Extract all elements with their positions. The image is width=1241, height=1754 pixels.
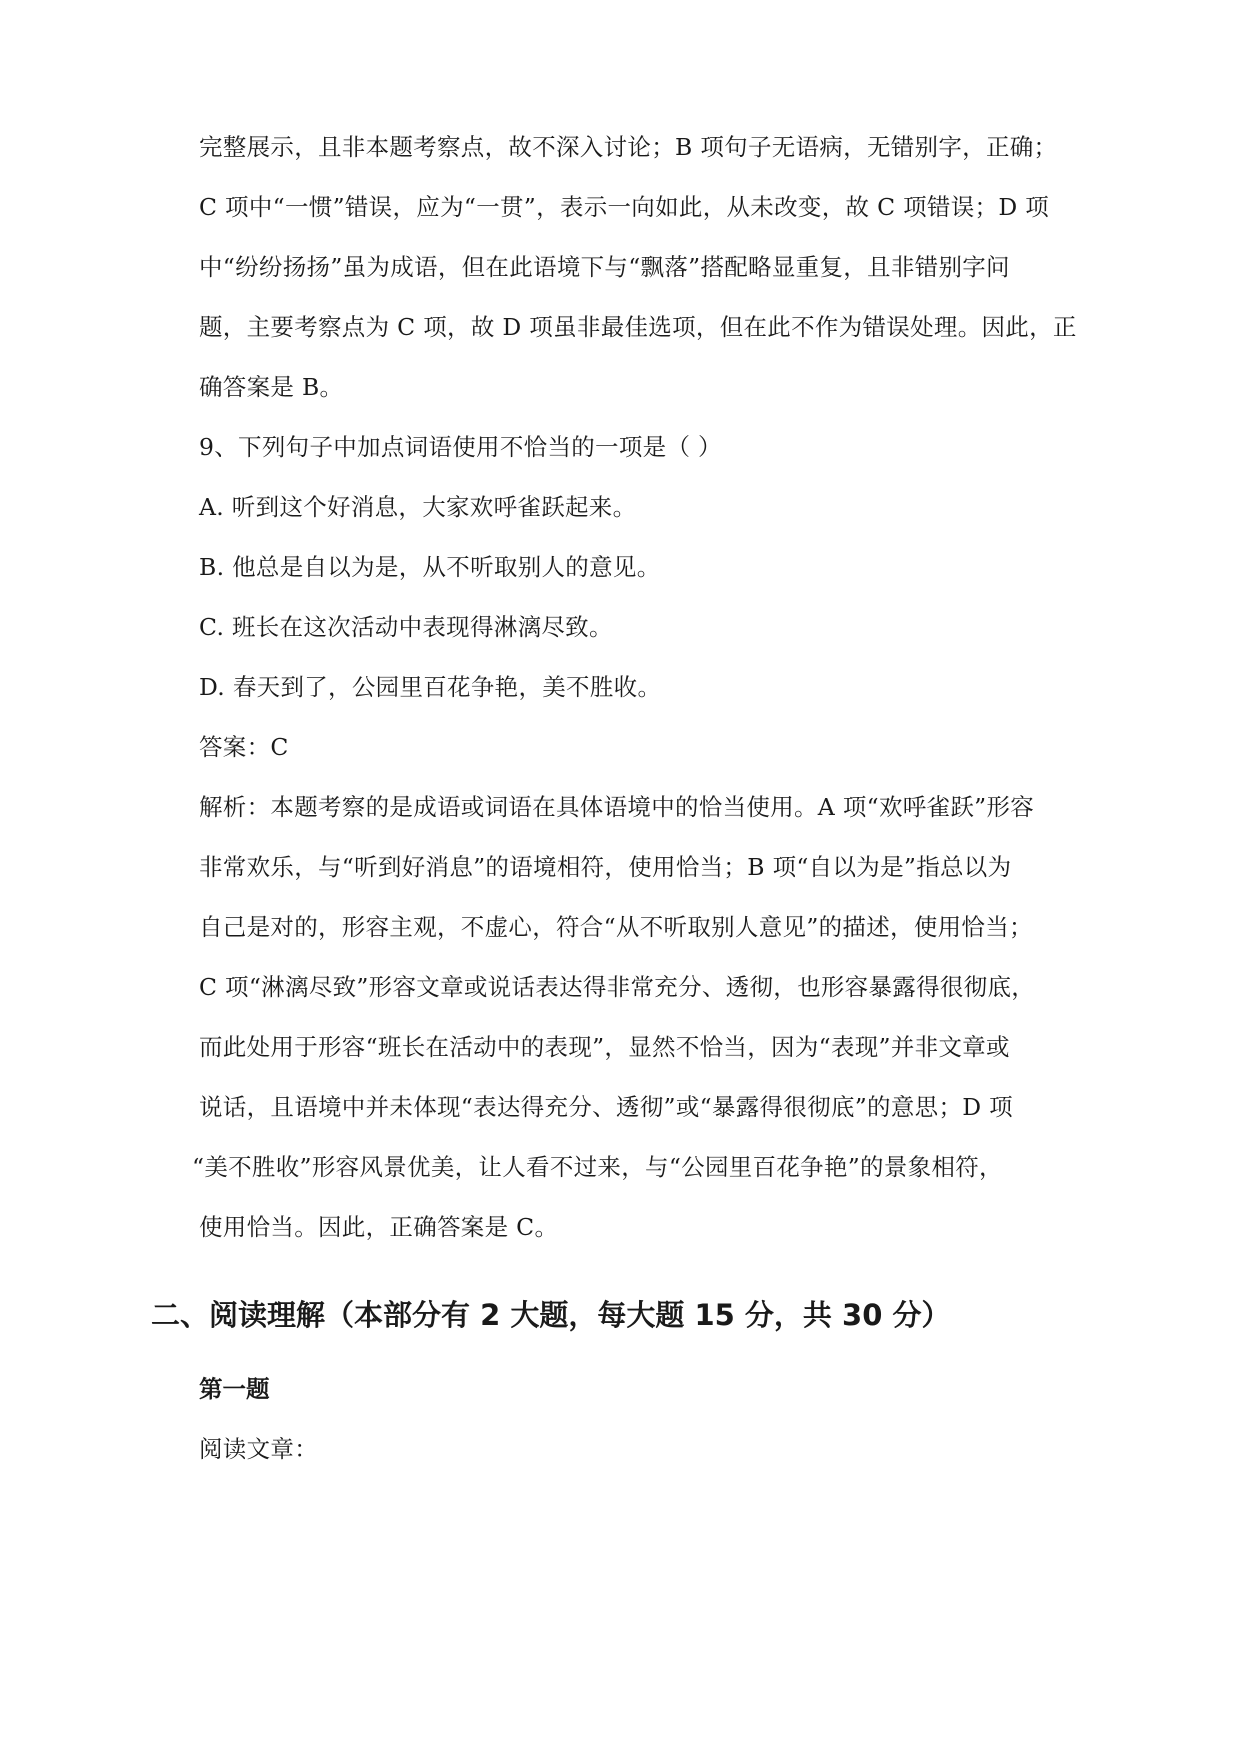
q9-analysis-line-4: C 项“淋漓尽致”形容文章或说话表达得非常充分、透彻，也形容暴露得很彻底， <box>199 973 1036 1001</box>
q9-answer: 答案：C <box>199 733 289 761</box>
first-question-title: 第一题 <box>199 1375 270 1403</box>
q9-option-b: B. 他总是自以为是，从不听取别人的意见。 <box>199 553 661 581</box>
q8-analysis-line-5: 确答案是 B。 <box>199 373 344 401</box>
q9-analysis-line-3: 自己是对的，形容主观，不虚心，符合“从不听取别人意见”的描述，使用恰当； <box>199 913 1033 941</box>
q9-analysis-line-2: 非常欢乐，与“听到好消息”的语境相符，使用恰当；B 项“自以为是”指总以为 <box>199 853 1012 881</box>
q9-analysis-line-6: 说话，且语境中并未体现“表达得充分、透彻”或“暴露得很彻底”的意思；D 项 <box>199 1093 1013 1121</box>
q9-analysis-line-7: “美不胜收”形容风景优美，让人看不过来，与“公园里百花争艳”的景象相符， <box>192 1153 1003 1181</box>
q9-option-c: C. 班长在这次活动中表现得淋漓尽致。 <box>199 613 613 641</box>
q9-analysis-line-8: 使用恰当。因此，正确答案是 C。 <box>199 1213 559 1241</box>
q8-analysis-line-4: 题，主要考察点为 C 项，故 D 项虽非最佳选项，但在此不作为错误处理。因此，正 <box>199 313 1077 341</box>
q9-option-a: A. 听到这个好消息，大家欢呼雀跃起来。 <box>199 493 637 521</box>
q8-analysis-line-3: 中“纷纷扬扬”虽为成语，但在此语境下与“飘落”搭配略显重复，且非错别字问 <box>199 253 1010 281</box>
read-article-label: 阅读文章： <box>199 1435 318 1463</box>
q9-analysis-line-5: 而此处用于形容“班长在活动中的表现”，显然不恰当，因为“表现”并非文章或 <box>199 1033 1010 1061</box>
q8-analysis-line-1: 完整展示，且非本题考察点，故不深入讨论；B 项句子无语病，无错别字，正确； <box>199 133 1058 161</box>
section-heading-reading: 二、阅读理解（本部分有 2 大题，每大题 15 分，共 30 分） <box>151 1298 951 1332</box>
q9-analysis-line-1: 解析：本题考察的是成语或词语在具体语境中的恰当使用。A 项“欢呼雀跃”形容 <box>199 793 1035 821</box>
q8-analysis-line-2: C 项中“一惯”错误，应为“一贯”，表示一向如此，从未改变，故 C 项错误；D 项 <box>199 193 1050 221</box>
q9-stem: 9、下列句子中加点词语使用不恰当的一项是（ ） <box>199 433 722 461</box>
q9-option-d: D. 春天到了，公园里百花争艳，美不胜收。 <box>199 673 662 701</box>
